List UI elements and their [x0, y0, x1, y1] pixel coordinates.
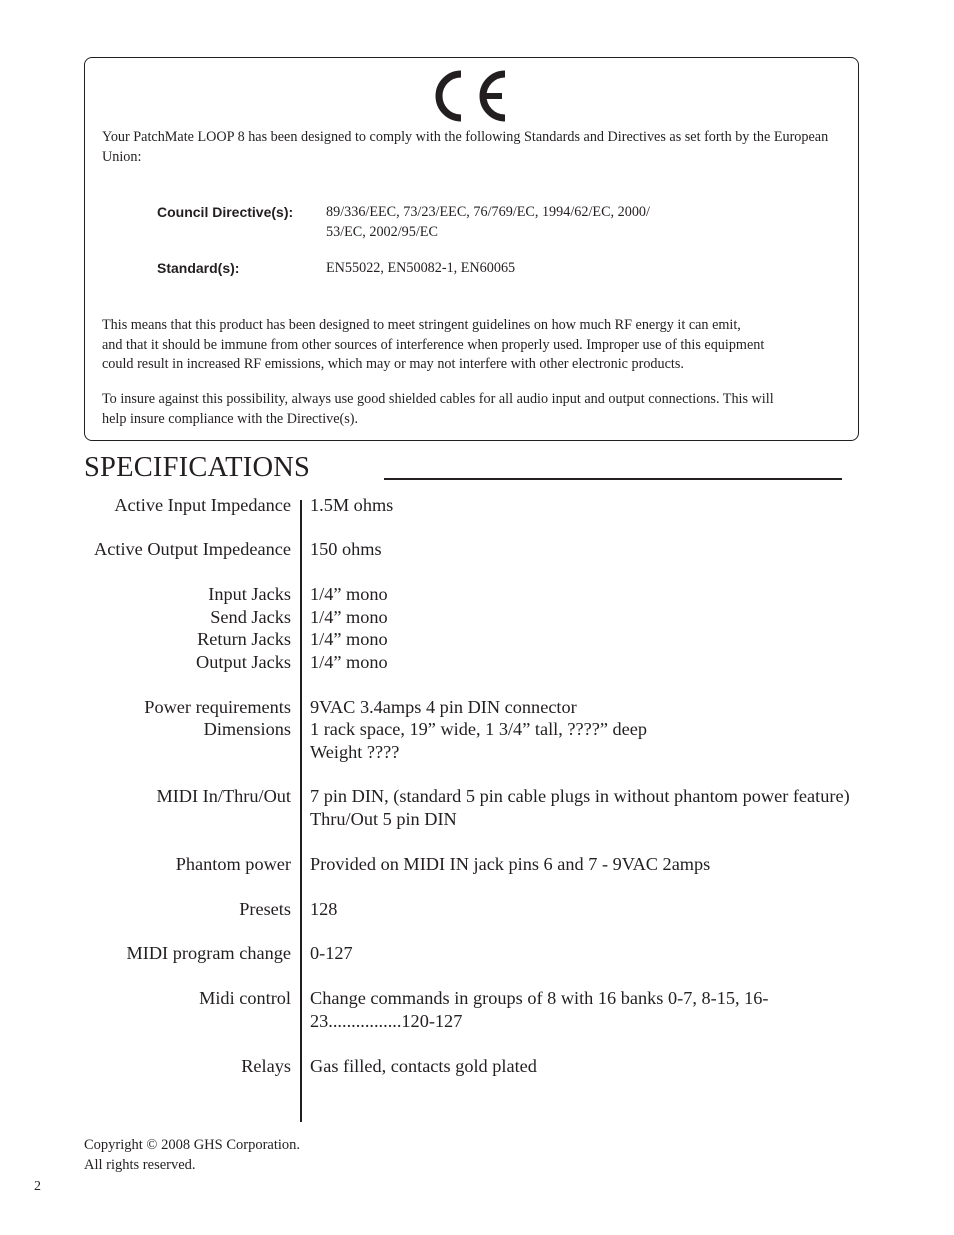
specifications-heading: SPECIFICATIONS: [84, 452, 311, 483]
spec-label: Dimensions: [203, 719, 291, 739]
shielded-cables-line: To insure against this possibility, always use good shielded cables for all audio input and output connections. This will: [102, 391, 774, 407]
spec-label: Active Input Impedance: [114, 495, 291, 515]
spec-label: MIDI In/Thru/Out: [156, 786, 291, 806]
spec-value: 7 pin DIN, (standard 5 pin cable plugs in without phantom power feature): [310, 786, 850, 806]
shielded-cables-notice: [102, 390, 850, 429]
spec-value: 150 ohms: [310, 539, 382, 559]
spec-label: Input Jacks: [208, 584, 291, 604]
rf-notice-text: [102, 316, 850, 375]
spec-label: MIDI program change: [126, 943, 291, 963]
shielded-cables-line: help insure compliance with the Directive(s).: [102, 410, 359, 427]
council-directive-line: 53/EC, 2002/95/EC: [326, 223, 438, 240]
copyright-line: Copyright © 2008 GHS Corporation.: [84, 1137, 301, 1153]
council-directive-label: Council Directive(s):: [157, 204, 294, 220]
spec-value: 1/4” mono: [310, 584, 388, 604]
spec-value: 9VAC 3.4amps 4 pin DIN connector: [310, 697, 577, 717]
spec-value: 0-127: [310, 943, 353, 963]
ce-intro-text: Your PatchMate LOOP 8 has been designed to comply with the following Standards and Directives as set forth by the European Union:: [102, 129, 829, 165]
rf-notice-line: and that it should be immune from other sources of interference when properly used. Improper use of this equipment: [102, 336, 765, 353]
spec-value: 1/4” mono: [310, 607, 388, 627]
spec-value: 1 rack space, 19” wide, 1 3/4” tall, ????” deep: [310, 719, 648, 739]
spec-value: 1.5M ohms: [310, 495, 394, 515]
ce-mark-icon: [430, 68, 508, 124]
spec-label: Power requirements: [144, 697, 291, 717]
spec-label: Presets: [239, 899, 291, 919]
spec-label: Relays: [241, 1056, 291, 1076]
council-directive-value: [326, 203, 706, 242]
spec-value: 1/4” mono: [310, 652, 388, 672]
council-directive-line: 89/336/EEC, 73/23/EEC, 76/769/EC, 1994/62/EC, 2000/: [326, 204, 650, 220]
spec-value: Gas filled, contacts gold plated: [310, 1056, 537, 1076]
standards-value: EN55022, EN50082-1, EN60065: [326, 260, 516, 276]
spec-label: Output Jacks: [196, 652, 291, 672]
spec-label: Midi control: [199, 988, 291, 1008]
spec-value: 128: [310, 899, 338, 919]
spec-value: 1/4” mono: [310, 629, 388, 649]
spec-column-divider: [300, 500, 302, 1122]
spec-value: Change commands in groups of 8 with 16 banks 0-7, 8-15, 16-: [310, 988, 769, 1008]
page-number: 2: [34, 1179, 41, 1194]
spec-value: 23................120-127: [310, 1011, 463, 1031]
rf-notice-line: could result in increased RF emissions, which may or may not interfere with other electronic products.: [102, 356, 684, 372]
spec-label: Phantom power: [175, 854, 291, 874]
standards-label: Standard(s):: [157, 260, 240, 276]
copyright-line: All rights reserved.: [84, 1156, 196, 1173]
heading-rule: [384, 478, 842, 480]
ce-compliance-box: [84, 57, 859, 441]
spec-value: Provided on MIDI IN jack pins 6 and 7 - 9VAC 2amps: [310, 854, 711, 874]
spec-label: Send Jacks: [210, 607, 291, 627]
spec-value: Weight ????: [310, 742, 400, 762]
rf-notice-line: This means that this product has been designed to meet stringent guidelines on how much RF energy it can emit,: [102, 317, 741, 333]
copyright-notice: [84, 1136, 300, 1175]
spec-label: Active Output Impedeance: [94, 539, 291, 559]
spec-value: Thru/Out 5 pin DIN: [310, 809, 457, 829]
spec-label: Return Jacks: [197, 629, 291, 649]
